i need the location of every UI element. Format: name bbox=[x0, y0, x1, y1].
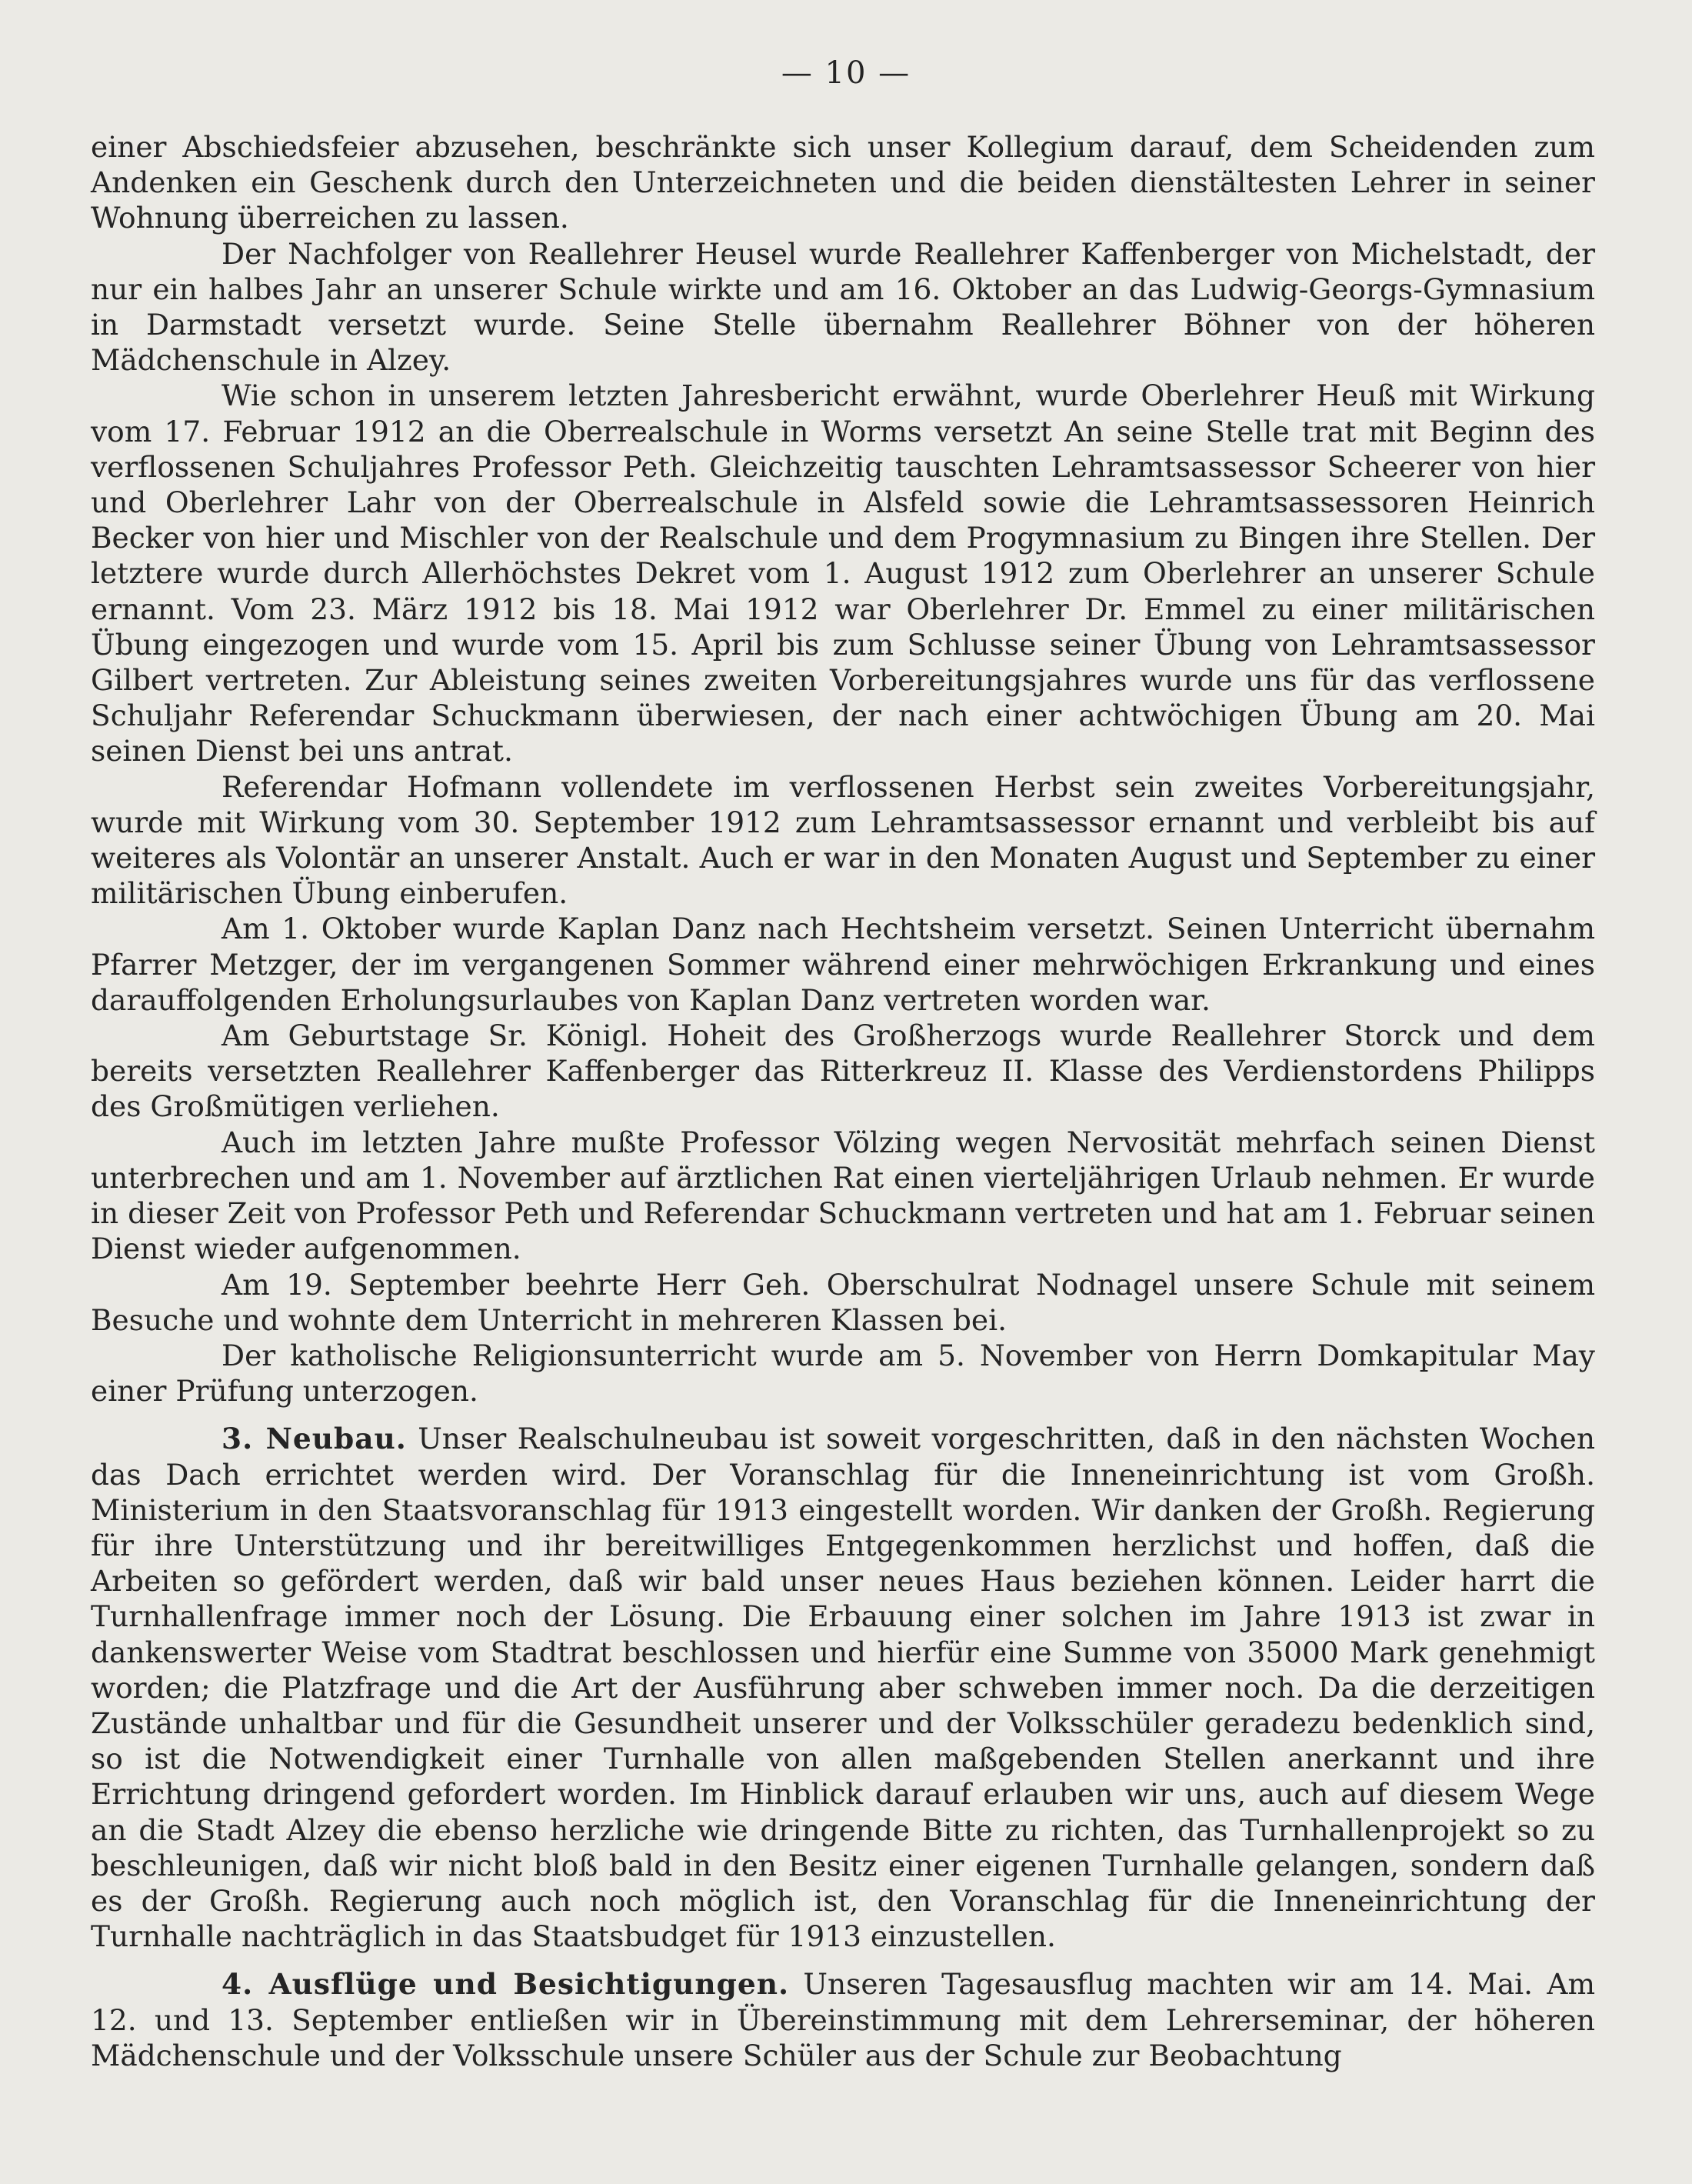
paragraph: Am 1. Oktober wurde Kaplan Danz nach Hechtsheim versetzt. Seinen Unterricht übernahm Pfarrer Metzger, der im vergangenen Sommer während einer mehrwöchigen Erkrankung und eines darauffolgenden Erholungsurlaubes von Kaplan Danz vertreten worden war. bbox=[91, 912, 1595, 1017]
paragraph: einer Abschiedsfeier abzusehen, beschränkte sich unser Kollegium darauf, dem Scheidenden zum Andenken ein Geschenk durch den Unterzeichneten und die beiden dienstältesten Lehrer in seiner Wohnung überreichen zu lassen. bbox=[91, 130, 1595, 235]
section-heading: 3. Neubau. bbox=[221, 1422, 407, 1456]
paragraph: Wie schon in unserem letzten Jahresbericht erwähnt, wurde Oberlehrer Heuß mit Wirkung vom 17. Februar 1912 an die Oberrealschule in Worms versetzt An seine Stelle trat mit Beginn des verflossenen Schuljahres Professor Peth. Gleichzeitig tauschten Lehramtsassessor Scheerer von hier und Oberlehrer Lahr von der Oberrealschule in Alsfeld sowie die Lehramtsassessoren Heinrich Becker von hier und Mischler von der Realschule und dem Progymnasium zu Bingen ihre Stellen. Der letztere wurde durch Allerhöchstes Dekret vom 1. August 1912 zum Oberlehrer an unserer Schule ernannt. Vom 23. März 1912 bis 18. Mai 1912 war Oberlehrer Dr. Emmel zu einer militärischen Übung eingezogen und wurde vom 15. April bis zum Schlusse seiner Übung von Lehramtsassessor Gilbert vertreten. Zur Ableistung seines zweiten Vorbereitungsjahres wurde uns für das verflossene Schuljahr Referendar Schuckmann überwiesen, der nach einer achtwöchigen Übung am 20. Mai seinen Dienst bei uns antrat. bbox=[91, 378, 1595, 769]
section-text: Unseren Tagesausflug machten wir am 14. Mai. Am 12. und 13. September entließen wir in Übereinstimmung mit dem Lehrerseminar, der höheren Mädchenschule und der Volksschule unsere Schüler aus der Schule zur Beobachtung bbox=[91, 1967, 1596, 2072]
section-heading: 4. Ausflüge und Besichtigungen. bbox=[221, 1967, 790, 2002]
paragraph: Am Geburtstage Sr. Königl. Hoheit des Großherzogs wurde Reallehrer Storck und dem bereits versetzten Reallehrer Kaffenberger das Ritterkreuz II. Klasse des Verdienstordens Philipps des Großmütigen verliehen. bbox=[91, 1019, 1595, 1124]
paragraph: Am 19. September beehrte Herr Geh. Oberschulrat Nodnagel unsere Schule mit seinem Besuche und wohnte dem Unterricht in mehreren Klassen bei. bbox=[91, 1267, 1595, 1337]
paragraph: Referendar Hofmann vollendete im verflossenen Herbst sein zweites Vorbereitungsjahr, wurde mit Wirkung vom 30. September 1912 zum Lehramtsassessor ernannt und verbleibt bis auf weiteres als Volontär an unserer Anstalt. Auch er war in den Monaten August und September zu einer militärischen Übung einberufen. bbox=[91, 769, 1595, 911]
section-neubau bbox=[91, 1421, 1595, 1954]
paragraph: Der katholische Religionsunterricht wurde am 5. November von Herrn Domkapitular May einer Prüfung unterzogen. bbox=[91, 1338, 1595, 1409]
section-ausfluege bbox=[91, 1966, 1595, 2073]
page-number: — 10 — bbox=[781, 55, 911, 91]
section-text: Unser Realschulneubau ist soweit vorgeschritten, daß in den nächsten Wochen das Dach errichtet werden wird. Der Voranschlag für die Inneneinrichtung ist vom Großh. Ministerium in den Staatsvoranschlag für 1913 eingestellt worden. Wir danken der Großh. Regierung für ihre Unterstützung und ihr bereitwilliges Entgegenkommen herzlichst und hoffen, daß die Arbeiten so gefördert werden, daß wir bald unser neues Haus beziehen können. Leider harrt die Turnhallenfrage immer noch der Lösung. Die Erbauung einer solchen im Jahre 1913 ist zwar in dankenswerter Weise vom Stadtrat beschlossen und hierfür eine Summe von 35000 Mark genehmigt worden; die Platzfrage und die Art der Ausführung aber schweben immer noch. Da die derzeitigen Zustände unhaltbar und für die Gesundheit unserer und der Volksschüler geradezu bedenklich sind, so ist die Notwendigkeit einer Turnhalle von allen maßgebenden Stellen anerkannt und ihre Errichtung dringend gefordert worden. Im Hinblick darauf erlauben wir uns, auch auf diesem Wege an die Stadt Alzey die ebenso herzliche wie dringende Bitte zu richten, das Turnhallenprojekt so zu beschleunigen, daß wir nicht bloß bald in den Besitz einer eigenen Turnhalle gelangen, sondern daß es der Großh. Regierung auch noch möglich ist, den Voranschlag für die Inneneinrichtung der Turnhalle nachträglich in das Staatsbudget für 1913 einzustellen. bbox=[91, 1422, 1596, 1954]
body-text bbox=[91, 129, 1595, 2073]
paragraph: Auch im letzten Jahre mußte Professor Völzing wegen Nervosität mehrfach seinen Dienst unterbrechen und am 1. November auf ärztlichen Rat einen vierteljährigen Urlaub nehmen. Er wurde in dieser Zeit von Professor Peth und Referendar Schuckmann vertreten und hat am 1. Februar seinen Dienst wieder aufgenommen. bbox=[91, 1125, 1595, 1266]
paragraph: Der Nachfolger von Reallehrer Heusel wurde Reallehrer Kaffenberger von Michelstadt, der nur ein halbes Jahr an unserer Schule wirkte und am 16. Oktober an das Ludwig-Georgs-Gymnasium in Darmstadt versetzt wurde. Seine Stelle übernahm Reallehrer Böhner von der höheren Mädchenschule in Alzey. bbox=[91, 236, 1595, 378]
